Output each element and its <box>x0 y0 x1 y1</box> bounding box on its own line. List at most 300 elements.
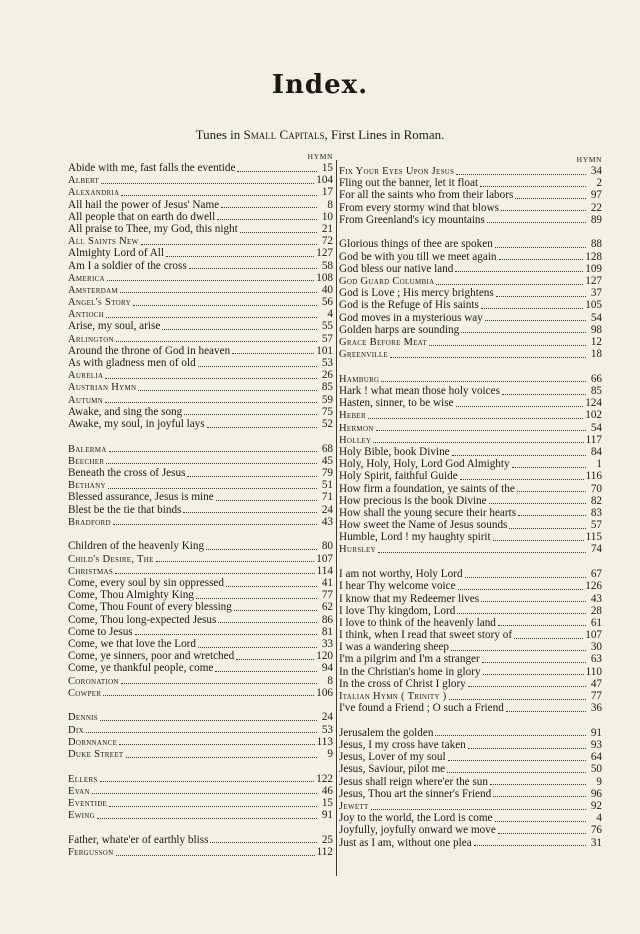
index-entry <box>68 516 333 528</box>
dot-leader <box>221 199 317 208</box>
hymn-number: 8 <box>327 198 333 211</box>
index-entry <box>68 406 333 418</box>
hymn-number: 77 <box>590 690 602 702</box>
hymn-number: 55 <box>321 320 333 333</box>
hymn-number: 47 <box>590 677 602 690</box>
index-entry <box>339 470 602 482</box>
index-entry <box>339 617 602 629</box>
index-entry <box>68 199 333 211</box>
first-line: Come, we that love the Lord <box>68 637 197 650</box>
first-line: In the Christian's home in glory <box>339 665 481 678</box>
dot-leader <box>106 309 317 318</box>
hymn-number: 122 <box>316 772 333 785</box>
dot-leader <box>121 187 317 196</box>
index-entry <box>339 165 602 177</box>
index-entry <box>339 824 602 836</box>
dot-leader <box>515 190 586 199</box>
dot-leader <box>103 687 314 696</box>
index-entry <box>68 577 333 589</box>
dot-leader <box>517 483 586 492</box>
index-entry <box>68 284 333 296</box>
hymn-number: 91 <box>321 809 333 822</box>
hymn-number: 102 <box>585 409 602 422</box>
first-line: Awake, my soul, in joyful lays <box>68 417 205 430</box>
tune-name: Angel's Story <box>68 297 131 309</box>
hymn-number: 126 <box>585 580 602 593</box>
first-line: How precious is the book Divine <box>339 494 487 507</box>
first-line: I am not worthy, Holy Lord <box>339 568 463 581</box>
dot-leader <box>498 617 586 626</box>
first-line: All praise to Thee, my God, this night <box>68 222 238 235</box>
index-entry <box>68 650 333 662</box>
first-line: I know that my Redeemer lives <box>339 592 480 605</box>
hymn-number: 54 <box>590 421 602 434</box>
dot-leader <box>429 337 586 346</box>
hymn-number: 22 <box>590 201 602 214</box>
hymn-number: 71 <box>321 491 333 504</box>
index-entry <box>339 385 602 397</box>
dot-leader <box>456 398 584 407</box>
first-line: Come to Jesus <box>68 625 133 638</box>
index-entry <box>68 797 333 809</box>
index-entry <box>68 846 333 858</box>
index-entry <box>339 678 602 690</box>
tune-name: Beecher <box>68 455 105 467</box>
dot-leader <box>502 386 586 395</box>
tune-name: Ellers <box>68 773 98 785</box>
dot-leader <box>455 263 583 272</box>
hymn-number: 84 <box>590 445 602 458</box>
first-line: Come, every soul by sin oppressed <box>68 577 224 589</box>
tune-name: America <box>68 272 105 284</box>
index-entry <box>339 177 602 189</box>
hymn-number: 57 <box>321 332 333 345</box>
hymn-number: 53 <box>321 357 333 369</box>
dot-leader <box>218 614 317 623</box>
hymn-number: 82 <box>590 494 602 507</box>
hymn-number: 124 <box>585 397 602 410</box>
dot-leader <box>138 382 317 391</box>
first-line: I think, when I read that sweet story of <box>339 629 513 642</box>
first-line: Almighty Lord of All <box>68 247 165 260</box>
index-entry <box>339 422 602 434</box>
index-group <box>339 373 602 556</box>
tune-name: Italian Hymn ( Trinity ) <box>339 691 447 702</box>
index-entry <box>339 519 602 531</box>
hymn-number: 21 <box>321 222 333 235</box>
first-line: Come, Thou Fount of every blessing <box>68 601 232 614</box>
index-group <box>68 162 333 430</box>
index-entry <box>68 565 333 577</box>
dot-leader <box>115 565 315 574</box>
hymn-number: 52 <box>321 417 333 430</box>
first-line: Humble, Lord ! my haughty spirit <box>339 531 491 544</box>
dot-leader <box>461 324 586 333</box>
index-group <box>68 773 333 822</box>
column-divider <box>336 160 337 876</box>
hymn-number: 61 <box>590 616 602 629</box>
hymn-number: 127 <box>316 247 333 260</box>
hymn-number: 86 <box>321 613 333 626</box>
tune-name: Dennis <box>68 712 98 724</box>
index-entry <box>339 666 602 678</box>
hymn-number: 4 <box>596 812 602 825</box>
tune-name: Duke Street <box>68 748 124 760</box>
hymn-number: 36 <box>590 702 602 715</box>
hymn-number: 77 <box>321 589 333 602</box>
tune-name: God Guard Columbia <box>339 276 435 287</box>
hymn-number: 4 <box>327 308 333 321</box>
hymn-number: 30 <box>590 641 602 654</box>
hymn-number: 58 <box>321 259 333 272</box>
index-entry <box>68 320 333 332</box>
dot-leader <box>116 333 317 342</box>
index-column-right <box>339 152 602 849</box>
tune-name: Alexandria <box>68 187 120 199</box>
index-entry <box>339 580 602 592</box>
hymn-number: 9 <box>327 747 333 760</box>
index-entry <box>339 531 602 543</box>
first-line: Jesus, Thou art the sinner's Friend <box>339 787 492 800</box>
tune-name: All Saints New <box>68 236 139 248</box>
index-entry <box>339 434 602 446</box>
tune-name: Eventide <box>68 798 108 809</box>
hymn-number: 92 <box>590 800 602 812</box>
hymn-number: 93 <box>590 739 602 752</box>
index-entry <box>68 785 333 797</box>
dot-leader <box>482 654 586 663</box>
dot-leader <box>141 236 318 245</box>
first-line: Jesus, Saviour, pilot me <box>339 763 446 776</box>
index-entry <box>68 174 333 186</box>
first-line: Abide with me, fast falls the eventide <box>68 162 236 174</box>
dot-leader <box>371 801 586 810</box>
index-entry <box>339 446 602 458</box>
index-entry <box>339 324 602 336</box>
hymn-number: 88 <box>590 238 602 251</box>
tune-name: Heber <box>339 410 366 422</box>
hymn-column-label: HYMN <box>576 155 602 164</box>
hymn-number: 83 <box>590 506 602 519</box>
index-group <box>339 238 602 360</box>
index-group <box>68 711 333 760</box>
hymn-number: 56 <box>321 296 333 309</box>
index-entry <box>68 809 333 821</box>
hymn-number: 75 <box>321 405 333 418</box>
hymn-number: 40 <box>321 283 333 296</box>
index-entry <box>339 275 602 287</box>
hymn-number: 15 <box>321 162 333 174</box>
first-line: I've found a Friend ; O such a Friend <box>339 702 504 715</box>
dot-leader <box>451 642 586 651</box>
first-line: All hail the power of Jesus' Name <box>68 198 220 211</box>
hymn-number: 81 <box>321 625 333 638</box>
first-line: I was a wandering sheep <box>339 641 449 654</box>
dot-leader <box>237 163 317 172</box>
dot-leader <box>499 251 584 260</box>
first-line: As with gladness men of old <box>68 357 196 369</box>
hymn-number: 45 <box>321 454 333 467</box>
dot-leader <box>215 663 317 672</box>
hymn-number: 59 <box>321 393 333 406</box>
index-entry <box>339 751 602 763</box>
dot-leader <box>501 202 586 211</box>
dot-leader <box>198 358 317 367</box>
hymn-number: 107 <box>316 552 333 565</box>
index-entry <box>68 381 333 393</box>
tune-name: Antioch <box>68 309 105 321</box>
hymn-column-label: HYMN <box>307 152 333 161</box>
hymn-number: 89 <box>590 213 602 226</box>
hymn-number: 63 <box>590 653 602 666</box>
dot-leader <box>184 406 317 415</box>
first-line: Holy, Holy, Holy, Lord God Almighty <box>339 458 510 471</box>
first-line: I hear Thy welcome voice <box>339 580 456 593</box>
dot-leader <box>378 544 586 553</box>
tune-name: Fergusson <box>68 847 114 859</box>
hymn-number: 68 <box>321 442 333 455</box>
hymn-number: 26 <box>321 369 333 382</box>
hymn-number: 76 <box>590 824 602 837</box>
index-entry <box>68 247 333 259</box>
first-line: All people that on earth do dwell <box>68 210 216 223</box>
hymn-number: 70 <box>590 482 602 495</box>
index-entry <box>68 357 333 369</box>
index-entry <box>68 589 333 601</box>
dot-leader <box>493 788 586 797</box>
index-entry <box>68 345 333 357</box>
first-line: God moves in a mysterious way <box>339 311 483 324</box>
dot-leader <box>226 578 317 587</box>
hymn-number: 114 <box>316 564 333 577</box>
tune-name: Autumn <box>68 394 104 406</box>
first-line: Around the throne of God in heaven <box>68 344 231 357</box>
index-entry <box>339 812 602 824</box>
dot-leader <box>217 211 317 220</box>
tune-name: Hermon <box>339 422 374 434</box>
hymn-number: 18 <box>590 348 602 361</box>
hymn-number: 106 <box>316 686 333 699</box>
index-entry <box>339 312 602 324</box>
dot-leader <box>448 752 586 761</box>
hymn-number: 91 <box>590 726 602 739</box>
dot-leader <box>457 605 586 614</box>
index-entry <box>339 776 602 788</box>
tune-name: Arlington <box>68 333 114 345</box>
tune-name: Albert <box>68 175 100 187</box>
index-entry <box>339 568 602 580</box>
index-entry <box>339 238 602 250</box>
dot-leader <box>514 630 583 639</box>
dot-leader <box>100 773 315 782</box>
dot-leader <box>92 785 317 794</box>
index-entry <box>68 626 333 638</box>
dot-leader <box>493 532 584 541</box>
index-entry <box>68 711 333 723</box>
dot-leader <box>232 345 314 354</box>
index-entry <box>68 308 333 320</box>
dot-leader <box>498 825 586 834</box>
index-entry <box>339 593 602 605</box>
dot-leader <box>198 639 317 648</box>
dot-leader <box>196 590 317 599</box>
first-line: From every stormy wind that blows <box>339 201 500 214</box>
index-entry <box>68 467 333 479</box>
tune-name: Austrian Hymn <box>68 382 137 394</box>
index-entry <box>339 483 602 495</box>
index-entry <box>68 235 333 247</box>
first-line: How shall the young secure their hearts <box>339 506 517 519</box>
first-line: Hasten, sinner, to be wise <box>339 397 454 410</box>
hymn-number: 17 <box>321 186 333 199</box>
index-entry <box>339 605 602 617</box>
first-line: God is Love ; His mercy brightens <box>339 287 494 300</box>
dot-leader <box>119 736 314 745</box>
first-line: How firm a foundation, ye saints of the <box>339 482 515 495</box>
index-entry <box>68 662 333 674</box>
first-line: Arise, my soul, arise <box>68 320 161 333</box>
dot-leader <box>100 712 317 721</box>
index-entry <box>339 214 602 226</box>
hymn-number: 109 <box>585 262 602 275</box>
dot-leader <box>210 834 317 843</box>
first-line: Holy Spirit, faithful Guide <box>339 470 458 483</box>
dot-leader <box>436 276 583 285</box>
tune-name: Dix <box>68 724 84 736</box>
dot-leader <box>86 724 317 733</box>
index-entry <box>339 336 602 348</box>
first-line: Jerusalem the golden <box>339 726 434 739</box>
index-entry <box>339 189 602 201</box>
hymn-number: 8 <box>327 674 333 687</box>
dot-leader <box>465 569 586 578</box>
tune-name: Evan <box>68 785 90 797</box>
hymn-number: 113 <box>316 735 333 748</box>
index-entry <box>68 736 333 748</box>
index-entry <box>68 443 333 455</box>
hymn-number: 128 <box>585 250 602 263</box>
tune-name: Cowper <box>68 687 102 699</box>
subtitle-part-3: , First Lines in Roman. <box>324 127 445 142</box>
index-entry <box>339 458 602 470</box>
index-column-left <box>68 152 333 858</box>
hymn-number: 96 <box>590 787 602 800</box>
index-entry <box>68 260 333 272</box>
dot-leader <box>116 847 315 856</box>
index-entry <box>339 653 602 665</box>
first-line: Come, Thou Almighty King <box>68 589 194 602</box>
dot-leader <box>518 507 586 516</box>
first-line: God be with you till we meet again <box>339 250 497 263</box>
first-line: Hark ! what mean those holy voices <box>339 385 500 397</box>
dot-leader <box>489 495 586 504</box>
hymn-number: 46 <box>321 784 333 797</box>
dot-leader <box>506 703 586 712</box>
index-entry <box>339 409 602 421</box>
index-entry <box>68 272 333 284</box>
tune-name: Amsterdam <box>68 284 118 296</box>
tune-name: Holley <box>339 434 372 446</box>
dot-leader <box>183 504 317 513</box>
dot-leader <box>449 691 586 700</box>
first-line: From Greenland's icy mountains <box>339 213 485 226</box>
hymn-number: 24 <box>321 503 333 516</box>
hymn-number: 105 <box>585 299 602 312</box>
index-entry <box>68 479 333 491</box>
index-entry <box>339 373 602 385</box>
first-line: I'm a pilgrim and I'm a stranger <box>339 653 480 666</box>
index-entry <box>68 675 333 687</box>
hymn-number: 110 <box>585 665 602 678</box>
dot-leader <box>240 224 317 233</box>
index-group <box>339 568 602 714</box>
index-entry <box>68 296 333 308</box>
hymn-number: 31 <box>590 836 602 849</box>
hymn-number: 51 <box>321 479 333 492</box>
dot-leader <box>458 581 584 590</box>
tune-name: Hamburg <box>339 373 380 385</box>
first-line: Come, ye thankful people, come <box>68 662 214 675</box>
dot-leader <box>512 459 586 468</box>
dot-leader <box>126 749 317 758</box>
hymn-number: 64 <box>590 751 602 764</box>
page-title: Index. <box>271 70 369 100</box>
index-group <box>68 834 333 858</box>
dot-leader <box>109 798 317 807</box>
index-entry <box>68 540 333 552</box>
index-entry <box>68 748 333 760</box>
hymn-number: 107 <box>585 629 602 642</box>
hymn-number: 54 <box>590 311 602 324</box>
first-line: How sweet the Name of Jesus sounds <box>339 519 508 532</box>
dot-leader <box>490 776 586 785</box>
dot-leader <box>133 297 317 306</box>
index-entry <box>68 491 333 503</box>
first-line: Beneath the cross of Jesus <box>68 467 186 479</box>
first-line: Awake, and sing the song <box>68 405 183 418</box>
tune-name: Greenville <box>339 349 389 361</box>
hymn-number: 85 <box>590 385 602 397</box>
index-entry <box>339 800 602 812</box>
hymn-number: 115 <box>585 531 602 544</box>
index-entry <box>339 263 602 275</box>
tune-name: Coronation <box>68 675 119 687</box>
dot-leader <box>435 727 586 736</box>
dot-leader <box>481 593 586 602</box>
index-entry <box>68 504 333 516</box>
hymn-number: 33 <box>321 637 333 650</box>
hymn-number: 117 <box>585 433 602 446</box>
hymn-number: 15 <box>321 797 333 809</box>
dot-leader <box>468 678 586 687</box>
first-line: Am I a soldier of the cross <box>68 259 187 272</box>
first-line: Come, Thou long-expected Jesus <box>68 613 217 626</box>
hymn-number: 94 <box>321 662 333 675</box>
first-line: God bless our native land <box>339 262 454 275</box>
hymn-number: 43 <box>321 515 333 528</box>
hymn-number: 98 <box>590 323 602 336</box>
hymn-number: 85 <box>321 381 333 394</box>
index-entry <box>68 369 333 381</box>
first-line: Jesus shall reign where'er the sun <box>339 775 488 788</box>
dot-leader <box>468 740 586 749</box>
dot-leader <box>481 300 583 309</box>
hymn-number: 120 <box>316 650 333 663</box>
hymn-number: 116 <box>585 470 602 483</box>
dot-leader <box>166 248 314 257</box>
hymn-number: 127 <box>585 275 602 287</box>
dot-leader <box>456 166 586 175</box>
